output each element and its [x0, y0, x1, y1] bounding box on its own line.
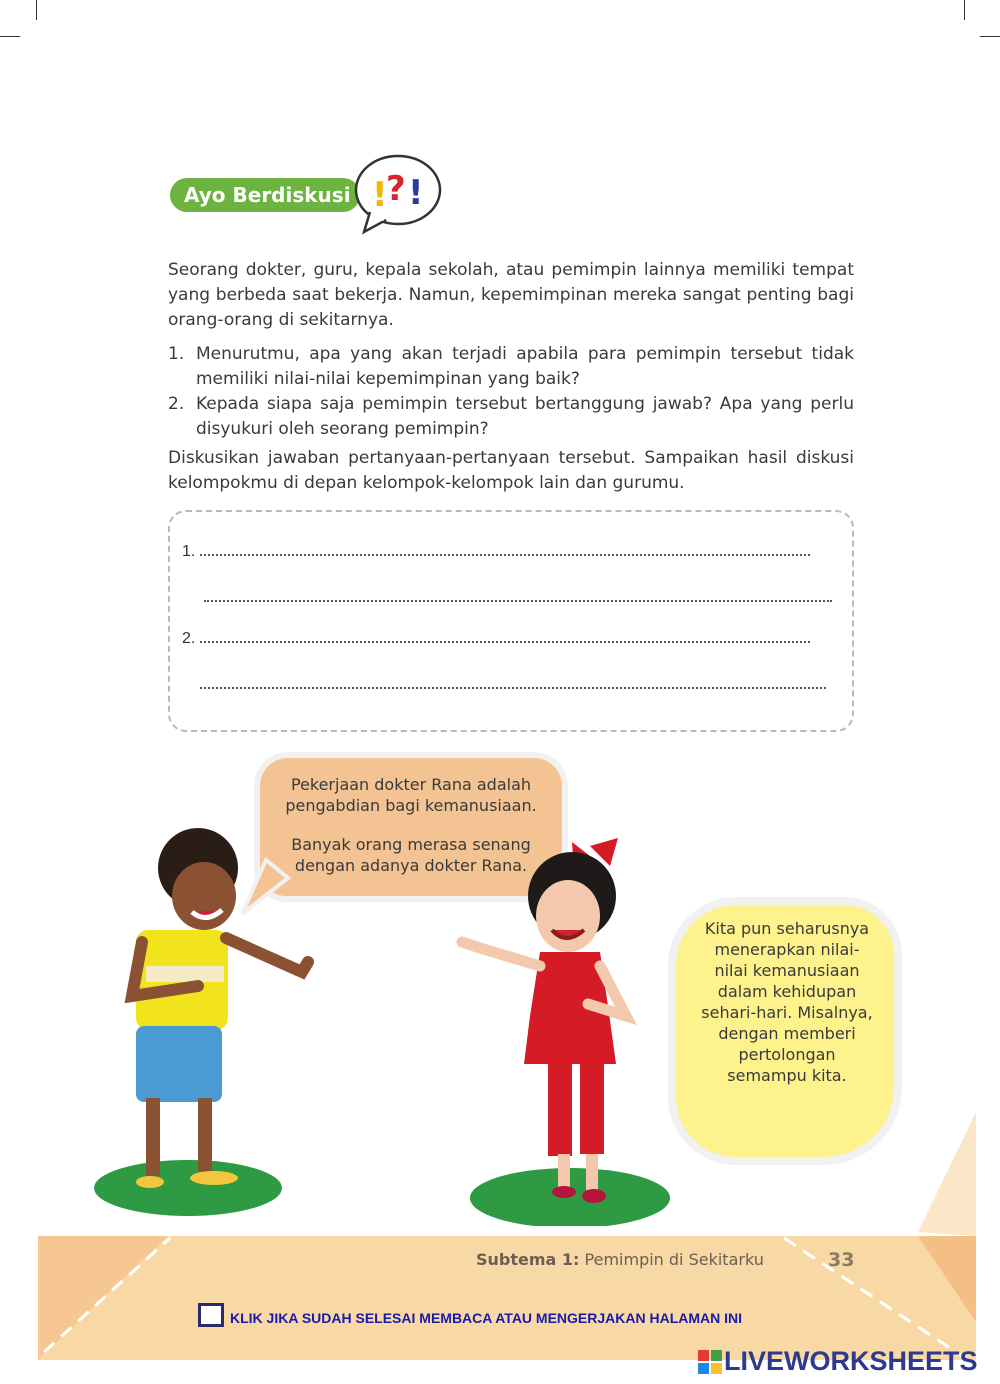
discussion-heading: Ayo Berdiskusi	[170, 178, 360, 212]
question-item	[168, 392, 854, 442]
question-number: 2.	[168, 394, 185, 414]
liveworksheets-brand: LIVEWORKSHEETS	[724, 1346, 978, 1376]
question-list	[168, 342, 854, 442]
boy-speech-text-2: Banyak orang merasa senang dengan adanya dokter Rana.	[291, 835, 531, 875]
question-text: Kepada siapa saja pemimpin tersebut bertanggung jawab? Apa yang perlu disyukuri oleh seorang pemimpin?	[196, 394, 854, 439]
speech-bubble-icon	[350, 150, 446, 236]
crop-mark	[36, 0, 37, 20]
crop-mark	[0, 36, 20, 37]
question-number: 1.	[168, 344, 185, 364]
answer-label: 2.	[182, 630, 196, 647]
crop-mark	[964, 0, 965, 20]
svg-text:!: !	[372, 175, 388, 215]
boy-speech-text-1: Pekerjaan dokter Rana adalah pengabdian bagi kemanusiaan.	[285, 775, 537, 815]
svg-text:?: ?	[386, 169, 406, 209]
answer-line-2[interactable]	[182, 627, 832, 648]
subtema-label	[476, 1250, 764, 1269]
intro-paragraph: Seorang dokter, guru, kepala sekolah, atau pemimpin lainnya memiliki tempat yang berbeda saat bekerja. Namun, kepemimpinan mereka sangat penting bagi orang-orang di sekitarnya.	[168, 260, 854, 330]
page-number: 33	[828, 1249, 855, 1271]
answer-label: 1.	[182, 543, 196, 560]
subtema-title: Pemimpin di Sekitarku	[584, 1250, 764, 1269]
done-checkbox[interactable]	[198, 1303, 224, 1327]
answer-line-1[interactable]	[182, 540, 832, 561]
question-item	[168, 342, 854, 392]
task-paragraph: Diskusikan jawaban pertanyaan-pertanyaan tersebut. Sampaikan hasil diskusi kelompokmu di depan kelompok-kelompok lain dan gurumu.	[168, 448, 854, 493]
liveworksheets-logo-icon	[698, 1350, 722, 1374]
crop-mark	[980, 36, 1000, 37]
answer-line-1b[interactable]	[204, 586, 834, 607]
subtema-number: Subtema 1:	[476, 1250, 580, 1269]
girl-speech-text: Kita pun seharusnya menerapkan nilai-nilai kemanusiaan dalam kehidupan sehari-hari. Misalnya, dengan memberi pertolongan semampu kita.	[701, 919, 873, 1085]
question-text: Menurutmu, apa yang akan terjadi apabila para pemimpin tersebut tidak memiliki nilai-nilai kepemimpinan yang baik?	[196, 344, 854, 389]
svg-text:!: !	[408, 173, 424, 213]
answer-line-2b[interactable]	[200, 673, 830, 694]
done-checkbox-label[interactable]: KLIK JIKA SUDAH SELESAI MEMBACA ATAU MENGERJAKAN HALAMAN INI	[230, 1310, 743, 1326]
